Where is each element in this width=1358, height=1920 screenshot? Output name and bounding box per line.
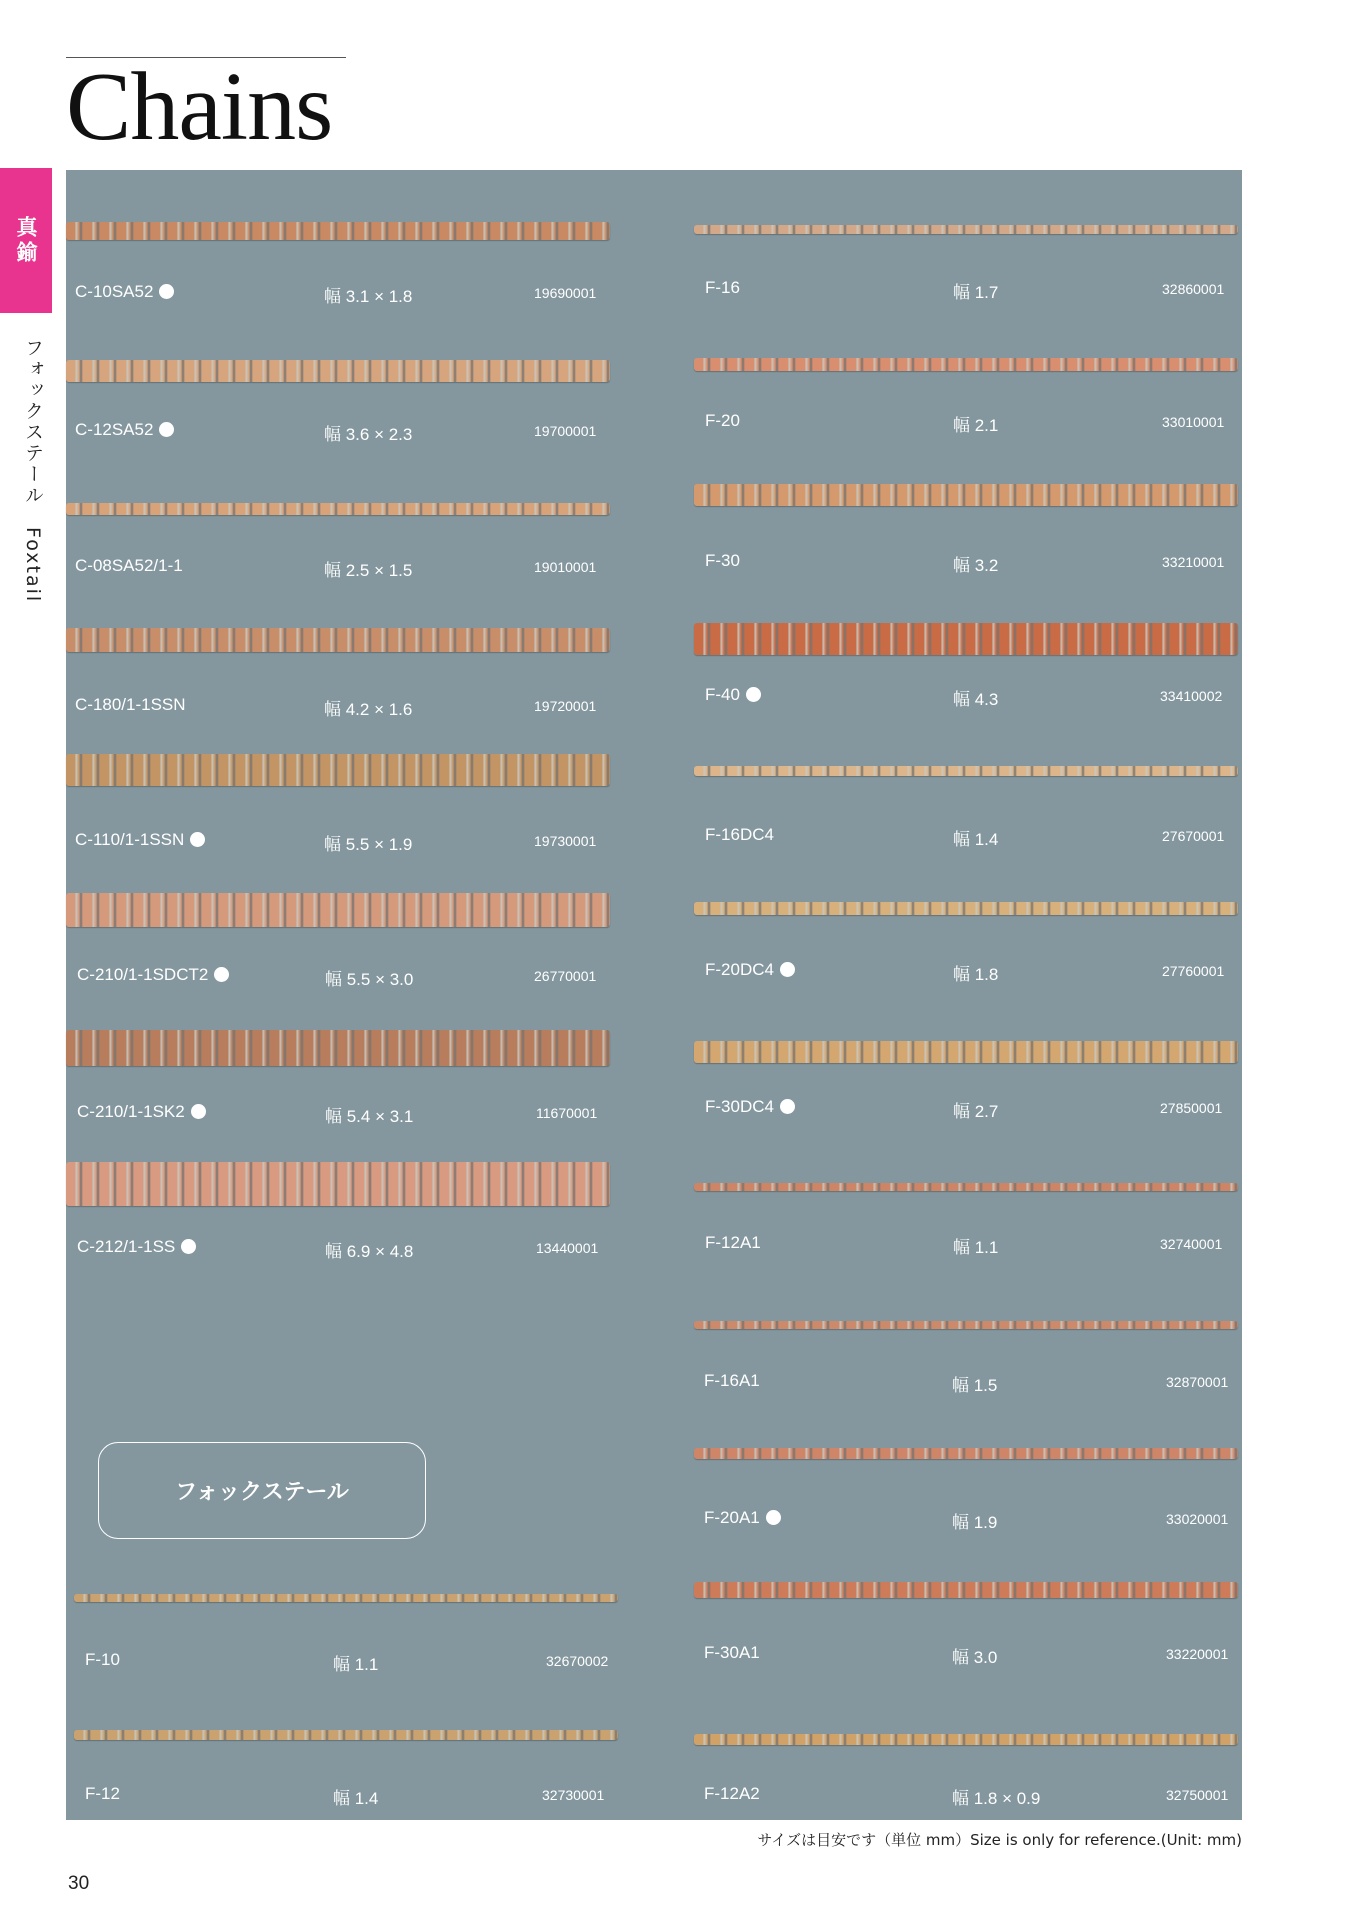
item-width-text: 幅 3.6 × 2.3 (324, 425, 413, 444)
item-number-text: 19010001 (534, 559, 597, 575)
item-code-text: F-16A1 (704, 1371, 760, 1390)
item-width-text: 幅 2.1 (953, 416, 999, 435)
item-number-text: 32750001 (1166, 1787, 1229, 1803)
item-number (536, 1105, 597, 1121)
item-number-text: 27670001 (1162, 828, 1225, 844)
category-tab-label: 真鍮 (14, 215, 38, 266)
item-code (705, 551, 740, 571)
chain-image (66, 754, 610, 786)
item-number-text: 32860001 (1162, 281, 1225, 297)
item-code-text: C-210/1-1SDCT2 (77, 965, 209, 984)
item-code (704, 1508, 781, 1528)
foxtail-section-button[interactable] (98, 1442, 426, 1539)
chain-image (66, 1162, 610, 1206)
item-code-text: F-20A1 (704, 1508, 760, 1527)
item-code (704, 1784, 760, 1804)
item-width (952, 1508, 997, 1533)
item-number (1162, 414, 1224, 430)
item-code (704, 1371, 760, 1391)
item-number (534, 423, 596, 439)
item-code (85, 1784, 120, 1804)
item-width-text: 幅 1.5 (952, 1376, 998, 1395)
item-number-text: 32870001 (1166, 1374, 1229, 1390)
item-number-text: 33010001 (1162, 414, 1225, 430)
foxtail-section-label: フォックステール (175, 1480, 349, 1505)
item-code (705, 278, 740, 298)
item-number-text: 32670002 (546, 1653, 609, 1669)
item-width-text: 幅 6.9 × 4.8 (325, 1242, 414, 1261)
item-code (77, 965, 229, 985)
availability-dot-icon (191, 1104, 206, 1119)
availability-dot-icon (159, 284, 174, 299)
item-width (953, 1233, 998, 1258)
item-code (85, 1650, 120, 1670)
item-number (1166, 1646, 1228, 1662)
item-width-text: 幅 5.5 × 1.9 (324, 835, 413, 854)
item-code-text: F-40 (705, 685, 740, 704)
item-number (1162, 554, 1224, 570)
item-width (953, 960, 998, 985)
availability-dot-icon (766, 1510, 781, 1525)
item-number (1166, 1787, 1228, 1803)
item-number-text: 19720001 (534, 698, 597, 714)
chain-image (694, 766, 1238, 776)
chain-image (66, 360, 610, 382)
item-code (75, 830, 205, 850)
item-width (333, 1784, 378, 1809)
item-width-text: 幅 1.8 × 0.9 (952, 1789, 1041, 1808)
chain-image (74, 1730, 618, 1740)
item-number-text: 33020001 (1166, 1511, 1229, 1527)
item-code-text: F-30DC4 (705, 1097, 774, 1116)
item-width-text: 幅 5.4 × 3.1 (325, 1107, 414, 1126)
item-number (542, 1787, 604, 1803)
chain-image (66, 1030, 610, 1066)
item-code-text: F-12A1 (705, 1233, 761, 1252)
item-number (534, 968, 596, 984)
page-number: 30 (68, 1873, 90, 1894)
item-number-text: 33220001 (1166, 1646, 1229, 1662)
item-number (1166, 1374, 1228, 1390)
item-number-text: 33410002 (1160, 688, 1223, 704)
item-width-text: 幅 1.7 (953, 283, 999, 302)
item-number-text: 13440001 (536, 1240, 599, 1256)
item-code-text: F-30 (705, 551, 740, 570)
item-number (534, 559, 596, 575)
item-width-text: 幅 4.3 (953, 690, 999, 709)
item-width-text: 幅 4.2 × 1.6 (324, 700, 413, 719)
chain-image (66, 628, 610, 652)
item-number (1160, 688, 1222, 704)
item-code (77, 1237, 196, 1257)
item-code-text: C-180/1-1SSN (75, 695, 186, 714)
chain-image (694, 902, 1238, 915)
item-width (953, 685, 998, 710)
item-number-text: 33210001 (1162, 554, 1225, 570)
item-code (704, 1643, 760, 1663)
item-code-text: C-10SA52 (75, 282, 154, 301)
item-code-text: C-08SA52/1-1 (75, 556, 183, 575)
item-code (705, 825, 774, 845)
category-tab (0, 168, 52, 313)
item-width (953, 825, 998, 850)
item-code-text: F-12A2 (704, 1784, 760, 1803)
item-number-text: 32740001 (1160, 1236, 1223, 1252)
chain-image (66, 222, 610, 240)
item-width (953, 411, 998, 436)
item-width-text: 幅 1.1 (953, 1238, 999, 1257)
item-number-text: 11670001 (536, 1105, 598, 1121)
chain-image (694, 1734, 1238, 1745)
item-code-text: F-10 (85, 1650, 120, 1669)
item-width (324, 556, 412, 581)
item-width (324, 830, 412, 855)
item-code (77, 1102, 206, 1122)
item-width (325, 965, 413, 990)
item-code-text: F-20 (705, 411, 740, 430)
item-width (953, 1097, 998, 1122)
item-number-text: 27850001 (1160, 1100, 1223, 1116)
item-width (952, 1371, 997, 1396)
item-width-text: 幅 2.5 × 1.5 (324, 561, 413, 580)
item-code-text: F-16DC4 (705, 825, 774, 844)
item-width-text: 幅 1.1 (333, 1655, 379, 1674)
item-code (705, 685, 761, 705)
item-width (324, 695, 412, 720)
item-code-text: F-12 (85, 1784, 120, 1803)
item-number (1162, 963, 1224, 979)
item-number-text: 19690001 (534, 285, 597, 301)
availability-dot-icon (214, 967, 229, 982)
chain-image (66, 503, 610, 515)
item-number-text: 26770001 (534, 968, 597, 984)
item-width-text: 幅 2.7 (953, 1102, 999, 1121)
item-number (534, 833, 596, 849)
item-number-text: 27760001 (1162, 963, 1225, 979)
item-width-text: 幅 1.8 (953, 965, 999, 984)
item-width-text: 幅 1.4 (953, 830, 999, 849)
chain-catalog-panel (66, 170, 1242, 1820)
page-title: Chains (66, 53, 333, 161)
availability-dot-icon (181, 1239, 196, 1254)
item-width (325, 1237, 413, 1262)
item-width (325, 1102, 413, 1127)
chain-image (694, 484, 1238, 506)
item-code-text: C-12SA52 (75, 420, 154, 439)
item-width-text: 幅 1.4 (333, 1789, 379, 1808)
item-number-text: 19730001 (534, 833, 597, 849)
item-number (1160, 1236, 1222, 1252)
chain-image (694, 1321, 1238, 1329)
item-number (1162, 828, 1224, 844)
chain-image (694, 1448, 1238, 1459)
chain-image (694, 1041, 1238, 1063)
availability-dot-icon (780, 1099, 795, 1114)
chain-image (66, 893, 610, 927)
item-code-text: F-30A1 (704, 1643, 760, 1662)
item-width-text: 幅 3.0 (952, 1648, 998, 1667)
item-width (324, 282, 412, 307)
item-number (1166, 1511, 1228, 1527)
item-width-text: 幅 5.5 × 3.0 (325, 970, 414, 989)
chain-image (694, 1582, 1238, 1598)
item-code (75, 282, 174, 302)
item-width (952, 1784, 1040, 1809)
item-number-text: 19700001 (534, 423, 597, 439)
availability-dot-icon (190, 832, 205, 847)
item-width (333, 1650, 378, 1675)
chain-image (74, 1594, 618, 1602)
item-number (534, 285, 596, 301)
item-code (75, 695, 186, 715)
chain-image (694, 225, 1238, 234)
item-width-text: 幅 3.2 (953, 556, 999, 575)
availability-dot-icon (780, 962, 795, 977)
item-code-text: F-16 (705, 278, 740, 297)
chain-image (694, 623, 1238, 655)
availability-dot-icon (159, 422, 174, 437)
item-code (705, 1233, 761, 1253)
item-code (705, 960, 795, 980)
item-code-text: C-110/1-1SSN (75, 830, 185, 849)
chain-image (694, 1183, 1238, 1191)
size-footnote: サイズは目安です（単位 mm）Size is only for reference.(Unit: mm) (757, 1831, 1242, 1849)
item-number (1160, 1100, 1222, 1116)
item-code (75, 556, 183, 576)
item-number (534, 698, 596, 714)
item-code-text: C-212/1-1SS (77, 1237, 176, 1256)
item-number-text: 32730001 (542, 1787, 605, 1803)
item-code (75, 420, 174, 440)
item-number (546, 1653, 608, 1669)
item-number (536, 1240, 598, 1256)
item-code-text: C-210/1-1SK2 (77, 1102, 185, 1121)
availability-dot-icon (746, 687, 761, 702)
item-number (1162, 281, 1224, 297)
item-width (324, 420, 412, 445)
item-width (953, 278, 998, 303)
item-code (705, 1097, 795, 1117)
item-code (705, 411, 740, 431)
item-width-text: 幅 3.1 × 1.8 (324, 287, 413, 306)
side-section-label: フォックステール Foxtail (22, 338, 44, 604)
item-width (953, 551, 998, 576)
chain-image (694, 358, 1238, 371)
item-width (952, 1643, 997, 1668)
item-width-text: 幅 1.9 (952, 1513, 998, 1532)
item-code-text: F-20DC4 (705, 960, 774, 979)
